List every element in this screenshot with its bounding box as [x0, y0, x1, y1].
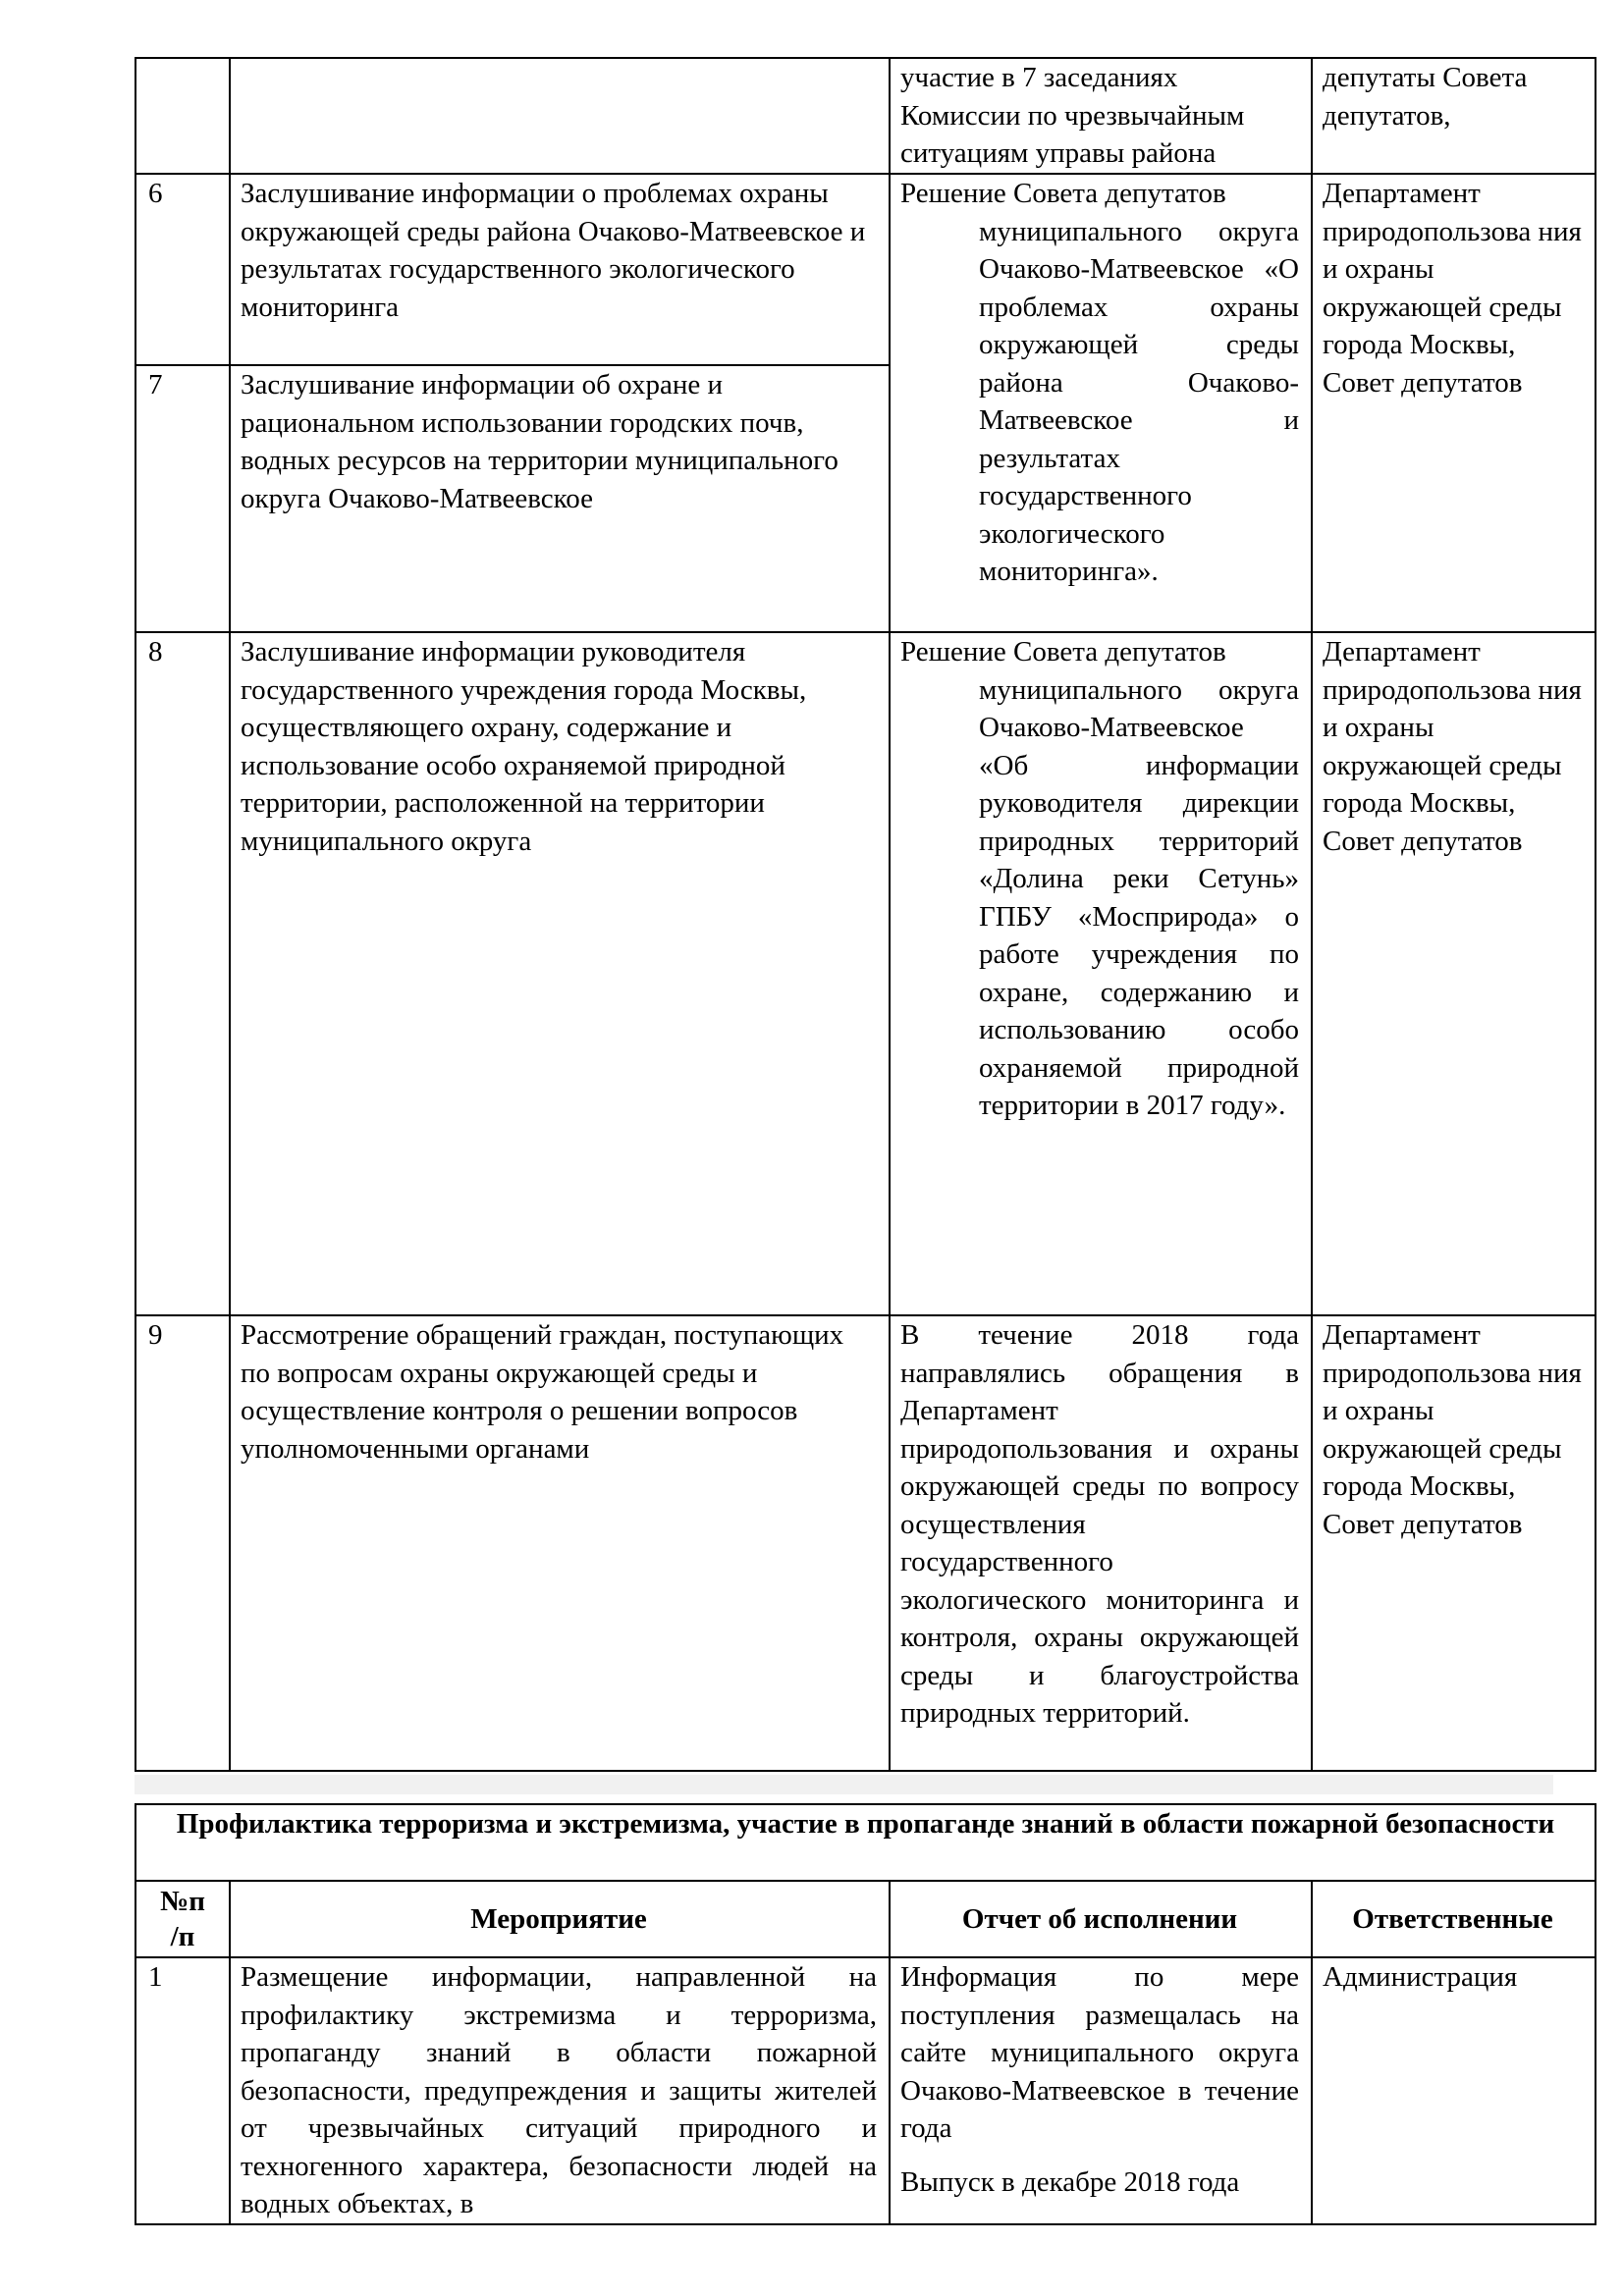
table-row — [135, 632, 1596, 1315]
column-header-responsible: Ответственные — [1312, 1881, 1596, 1957]
report-continuation: муниципального округа Очаково-Матвеевское «Об информации руководителя дирекции природных территорий «Долина реки Сетунь» ГПБУ «Мосприрода» о работе учреждения по охране, содержанию и использованию особо охраняемой природной территории в 2017 году». — [979, 673, 1299, 1121]
row-number: 6 — [135, 174, 230, 365]
report-line: ситуациям управы района — [900, 137, 1217, 169]
report-paragraph: Выпуск в декабре 2018 года — [900, 2165, 1240, 2198]
terrorism-prevention-table — [135, 1803, 1596, 2225]
header-num-line: /п — [170, 1921, 195, 1952]
row-number: 1 — [135, 1957, 230, 2224]
table-row — [135, 1957, 1596, 2224]
column-header-activity: Мероприятие — [230, 1881, 890, 1957]
table-title-row — [135, 1804, 1596, 1881]
section-separator — [135, 1775, 1553, 1794]
responsible-cell: Департамент природопользова ния и охраны окружающей среды города Москвы, Совет депутатов — [1312, 632, 1596, 1315]
report-paragraph: Информация по мере поступления размещалась на сайте муниципального округа Очаково-Матвеевское в течение года — [900, 1961, 1299, 2144]
report-cell — [890, 1957, 1312, 2224]
responsible-cell: Департамент природопользова ния и охраны окружающей среды города Москвы, Совет депутатов — [1312, 174, 1596, 632]
report-line: участие в 7 заседаниях — [900, 62, 1178, 93]
activity-cell: Рассмотрение обращений граждан, поступающих по вопросам охраны окружающей среды и осуществление контроля о решении вопросов уполномоченными органами — [230, 1315, 890, 1771]
activity-cell: Заслушивание информации об охране и рациональном использовании городских почв, водных ресурсов на территории муниципального округа Очаково-Матвеевское — [230, 365, 890, 632]
report-cell — [890, 58, 1312, 174]
report-first-line: Решение Совета депутатов — [900, 636, 1226, 667]
table-row — [135, 174, 1596, 365]
header-num-line: №п — [160, 1886, 205, 1917]
activity-cell: Размещение информации, направленной на профилактику экстремизма и терроризма, пропаганду знаний в области пожарной безопасности, предупреждения и защиты жителей от чрезвычайных ситуаций природного и техногенного характера, безопасности людей на водных объектах, в — [230, 1957, 890, 2224]
table-row — [135, 58, 1596, 174]
column-header-report: Отчет об исполнении — [890, 1881, 1312, 1957]
row-number: 9 — [135, 1315, 230, 1771]
report-continuation: муниципального округа Очаково-Матвеевское «О проблемах охраны окружающей среды района Очаково-Матвеевское и результатах государственного экологического мониторинга». — [979, 215, 1299, 587]
environment-table — [135, 57, 1596, 1772]
report-line: Комиссии по чрезвычайным — [900, 99, 1245, 132]
row-number: 8 — [135, 632, 230, 1315]
report-cell — [890, 632, 1312, 1315]
report-cell — [890, 174, 1312, 632]
activity-cell: Заслушивание информации руководителя государственного учреждения города Москвы, осуществляющего охрану, содержание и использование особо охраняемой природной территории, расположенной на территории муниципального округа — [230, 632, 890, 1315]
activity-cell — [230, 58, 890, 174]
table-header-row — [135, 1881, 1596, 1957]
report-first-line: Решение Совета депутатов — [900, 178, 1226, 209]
responsible-cell: Администрация — [1312, 1957, 1596, 2224]
activity-cell: Заслушивание информации о проблемах охраны окружающей среды района Очаково-Матвеевское и результатах государственного экологического мониторинга — [230, 174, 890, 365]
table-row — [135, 1315, 1596, 1771]
section-title: Профилактика терроризма и экстремизма, участие в пропаганде знаний в области пожарной безопасности — [135, 1804, 1596, 1881]
row-number — [135, 58, 230, 174]
responsible-cell: депутаты Совета депутатов, — [1312, 58, 1596, 174]
report-cell: В течение 2018 года направлялись обращения в Департамент природопользования и охраны окружающей среды по вопросу осуществления государственного экологического мониторинга и контроля, охраны окружающей среды и благоустройства природных территорий. — [890, 1315, 1312, 1771]
column-header-number — [135, 1881, 230, 1957]
row-number: 7 — [135, 365, 230, 632]
responsible-cell: Департамент природопользова ния и охраны окружающей среды города Москвы, Совет депутатов — [1312, 1315, 1596, 1771]
